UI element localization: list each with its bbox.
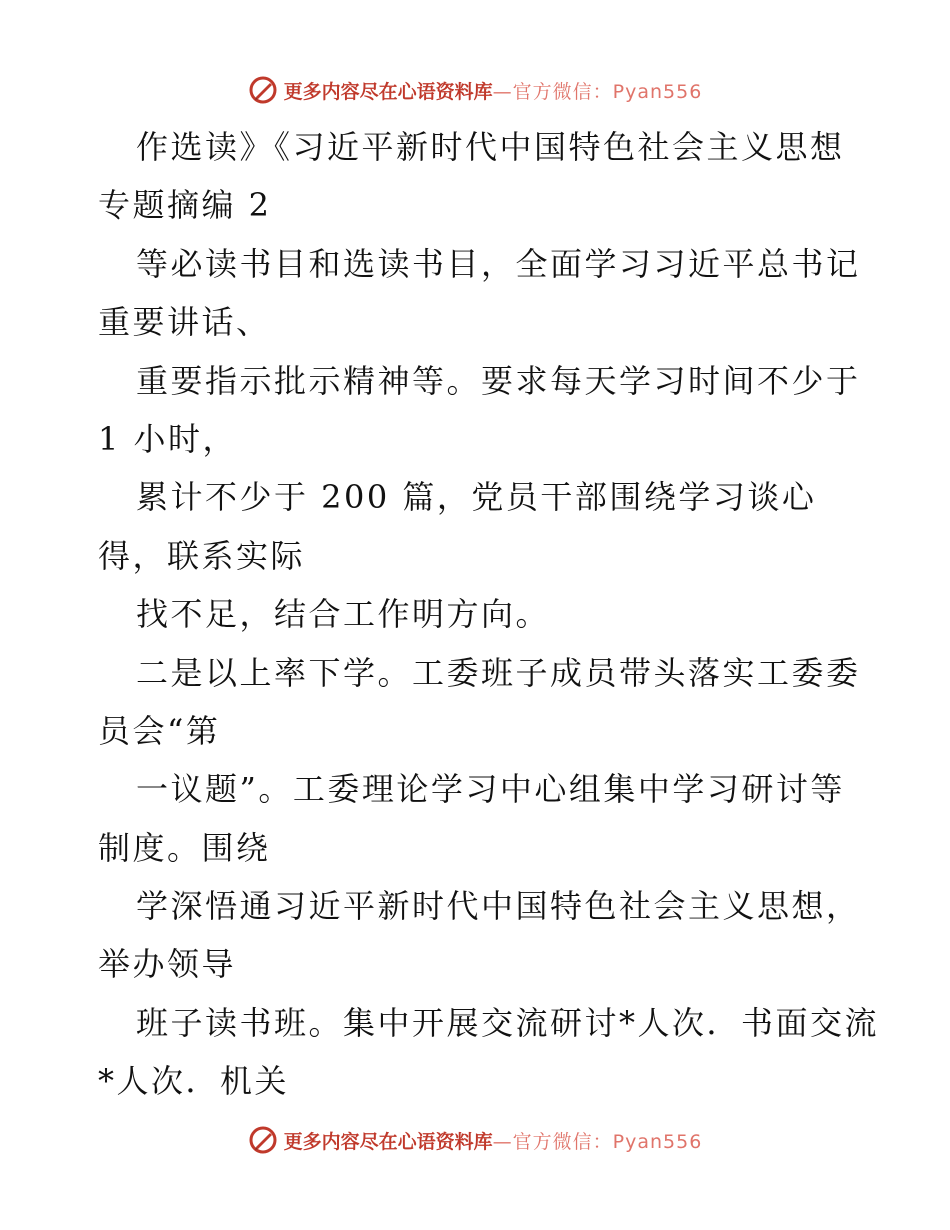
header-banner [0,72,950,108]
text-line: 制度。围绕 [98,828,271,867]
text-line: 重要讲话、 [98,303,271,342]
document-body [98,118,880,1111]
text-line: 二是以上率下学。工委班子成员带头落实工委委 [136,653,861,692]
banner-main-text: 更多内容尽在心语资料库 [283,1130,493,1153]
banner-wechat-text: —官方微信：Pyan556 [492,1130,703,1153]
banner-main-text: 更多内容尽在心语资料库 [283,80,493,103]
text-line: *人次．机关 [98,1062,290,1101]
text-line: 一议题”。工委理论学习中心组集中学习研讨等 [136,770,845,809]
text-line: 学深悟通习近平新时代中国特色社会主义思想， [136,887,861,926]
text-line: 重要指示批示精神等。要求每天学习时间不少于 [136,361,861,400]
pen-in-circle-logo [248,75,278,105]
text-line: 班子读书班。集中开展交流研讨*人次．书面交流 [136,1003,880,1042]
pen-in-circle-logo [248,1125,278,1155]
text-line: 得，联系实际 [98,536,306,575]
text-line: 累计不少于 200 篇，党员干部围绕学习谈心 [136,478,817,517]
text-line: 员会“第 [98,711,221,750]
footer-banner [0,1122,950,1158]
text-line: 找不足，结合工作明方向。 [136,595,551,634]
text-line: 专题摘编 2 [98,186,272,225]
text-line: 等必读书目和选读书目，全面学习习近平总书记 [136,244,861,283]
text-line: 1 小时， [98,419,238,458]
text-line: 举办领导 [98,945,237,984]
banner-wechat-text: —官方微信：Pyan556 [492,80,703,103]
text-line: 作选读》《习近平新时代中国特色社会主义思想 [136,128,845,166]
